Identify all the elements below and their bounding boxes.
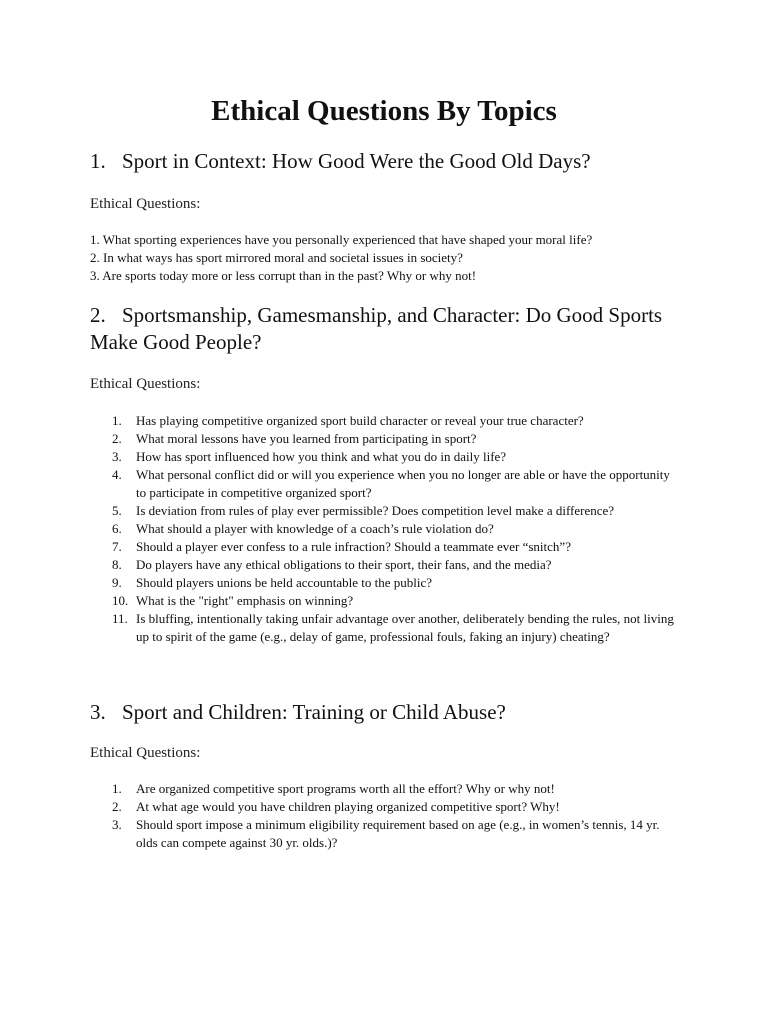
section-3-title: Sport and Children: Training or Child Abuse?	[122, 700, 506, 724]
section-2-question	[90, 574, 680, 592]
question-number: 2.	[112, 431, 122, 446]
section-2-number: 2.	[90, 303, 106, 327]
section-3-question	[90, 780, 680, 798]
question-text: Should a player ever confess to a rule infraction? Should a teammate ever “snitch”?	[136, 539, 571, 554]
question-number: 10.	[112, 593, 129, 608]
question-number: 11.	[112, 611, 128, 626]
question-number: 2.	[112, 799, 122, 814]
section-2-question	[90, 412, 680, 430]
question-text: Should sport impose a minimum eligibility requirement based on age (e.g., in women’s tennis, 14 yr. olds can compete against 30 yr. olds.)?	[136, 817, 660, 850]
section-2-question	[90, 538, 680, 556]
section-1-question-list	[90, 231, 710, 285]
question-text: How has sport influenced how you think and what you do in daily life?	[136, 449, 507, 464]
section-2-question-list	[90, 412, 680, 646]
section-3-label: Ethical Questions:	[90, 745, 201, 761]
section-3-heading	[90, 699, 690, 726]
section-1-title: Sport in Context: How Good Were the Good Old Days?	[122, 149, 591, 173]
document-title: Ethical Questions By Topics	[211, 95, 557, 127]
question-text: Should players unions be held accountable to the public?	[136, 575, 433, 590]
section-1-question: 2. In what ways has sport mirrored moral and societal issues in society?	[90, 250, 463, 265]
question-number: 7.	[112, 539, 122, 554]
section-2-question	[90, 592, 680, 610]
question-number: 8.	[112, 557, 122, 572]
section-1-label: Ethical Questions:	[90, 196, 201, 212]
question-text: Is bluffing, intentionally taking unfair advantage over another, deliberately bending the rules, not living up to spirit of the game (e.g., delay of game, professional fouls, faking an injury) cheating?	[136, 611, 674, 644]
section-2-question	[90, 556, 680, 574]
question-number: 3.	[112, 449, 122, 464]
question-number: 6.	[112, 521, 122, 536]
section-2-label: Ethical Questions:	[90, 376, 201, 392]
section-1-number: 1.	[90, 149, 106, 173]
section-1-heading	[90, 148, 690, 175]
question-number: 1.	[112, 413, 122, 428]
question-text: Has playing competitive organized sport build character or reveal your true character?	[136, 413, 584, 428]
question-number: 1.	[112, 781, 122, 796]
section-2-question	[90, 466, 680, 502]
section-2-heading	[90, 302, 690, 356]
section-2-question	[90, 502, 680, 520]
section-1-question: 3. Are sports today more or less corrupt than in the past? Why or why not!	[90, 268, 477, 283]
question-text: What is the "right" emphasis on winning?	[136, 593, 354, 608]
question-number: 9.	[112, 575, 122, 590]
question-text: At what age would you have children playing organized competitive sport? Why!	[136, 799, 560, 814]
question-text: What should a player with knowledge of a coach’s rule violation do?	[136, 521, 494, 536]
question-number: 4.	[112, 467, 122, 482]
section-1-question: 1. What sporting experiences have you personally experienced that have shaped your moral life?	[90, 232, 593, 247]
question-number: 5.	[112, 503, 122, 518]
section-3-question-list	[90, 780, 680, 852]
section-3-number: 3.	[90, 700, 106, 724]
question-text: Are organized competitive sport programs worth all the effort? Why or why not!	[136, 781, 555, 796]
section-2-question	[90, 520, 680, 538]
question-text: Is deviation from rules of play ever permissible? Does competition level make a difference?	[136, 503, 615, 518]
question-text: What moral lessons have you learned from participating in sport?	[136, 431, 477, 446]
section-2-question	[90, 610, 680, 646]
section-3-question	[90, 816, 680, 852]
question-number: 3.	[112, 817, 122, 832]
question-text: What personal conflict did or will you experience when you no longer are able or have the opportunity to participate in competitive organized sport?	[136, 467, 670, 500]
section-2-question	[90, 430, 680, 448]
section-3-question	[90, 798, 680, 816]
section-2-question	[90, 448, 680, 466]
section-2-title: Sportsmanship, Gamesmanship, and Character: Do Good Sports Make Good People?	[90, 303, 663, 354]
question-text: Do players have any ethical obligations to their sport, their fans, and the media?	[136, 557, 552, 572]
